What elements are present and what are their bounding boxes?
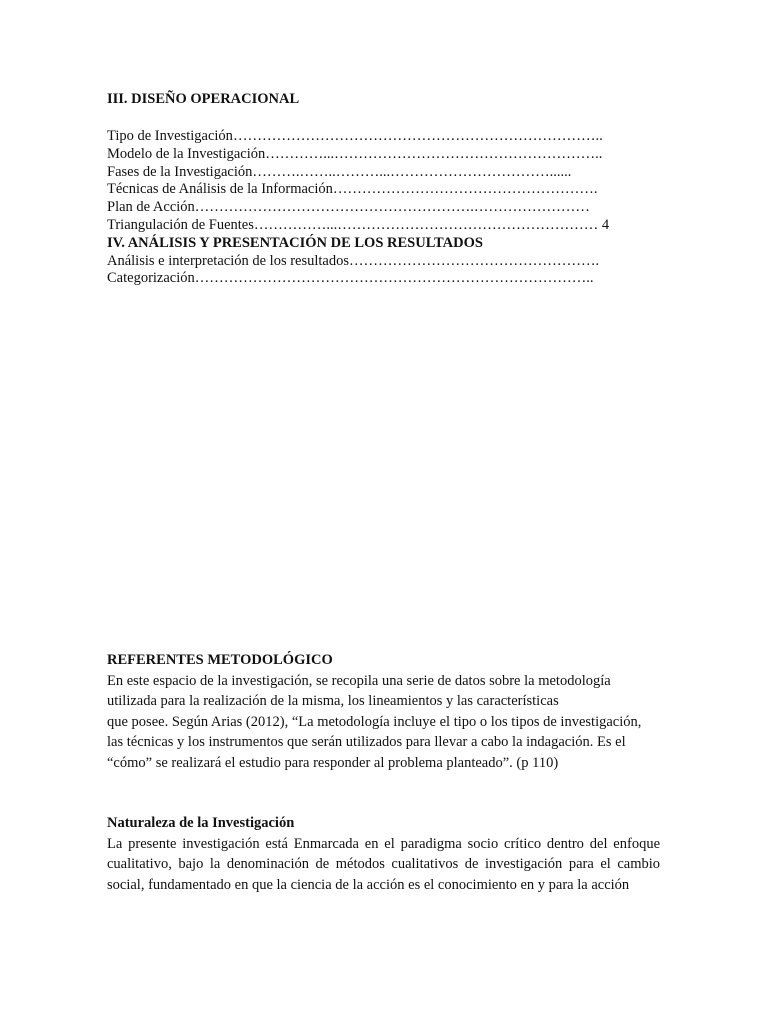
- naturaleza-section: [107, 813, 660, 895]
- referentes-paragraph-3: las técnicas y los instrumentos que serán utilizados para llevar a cabo la indagación. Es el “cómo” se realizará el estudio para responder al problema planteado”. (p 110): [107, 734, 626, 771]
- toc-entry-plan[interactable]: [107, 199, 667, 217]
- toc-leader-dots: …………………………………………….: [349, 252, 600, 269]
- toc-entry-label: Modelo de la Investigación: [107, 145, 266, 162]
- toc-leader-dots: …………………………………………………………………..: [232, 128, 603, 144]
- referentes-heading: REFERENTES METODOLÓGICO: [107, 652, 333, 668]
- section-4-heading: IV. ANÁLISIS Y PRESENTACIÓN DE LOS RESULTADOS: [107, 234, 483, 251]
- toc-entry-label: Análisis e interpretación de los resultados: [107, 252, 350, 269]
- toc-entry-label: Triangulación de Fuentes: [107, 216, 254, 233]
- toc-entry-triangulacion[interactable]: [107, 217, 667, 235]
- toc-entry-tecnicas[interactable]: [107, 181, 667, 199]
- toc-entry-analisis[interactable]: [107, 253, 667, 271]
- naturaleza-heading: Naturaleza de la Investigación: [107, 815, 295, 831]
- toc-leader-dots: …………...………………………………………………..: [265, 145, 603, 162]
- toc-page-number: 4: [601, 216, 610, 233]
- section-3-heading: III. DISEÑO OPERACIONAL: [107, 91, 300, 107]
- toc-entry-label: Categorización: [107, 270, 195, 287]
- toc-leader-dots: ……………...………………………………………………: [253, 216, 602, 233]
- referentes-paragraph-1: En este espacio de la investigación, se recopila una serie de datos sobre la metodología utilizada para la realización de la misma, los lineamientos y las características: [107, 672, 611, 709]
- toc-entry-label: Fases de la Investigación: [107, 163, 253, 180]
- toc-entry-label: Plan de Acción: [107, 199, 195, 216]
- toc-entry-categorizacion[interactable]: [107, 270, 667, 288]
- toc-leader-dots: ……….……..………...……………………………......: [252, 163, 572, 180]
- toc-entry-tipo[interactable]: [107, 128, 667, 146]
- toc-entry-fases[interactable]: [107, 164, 667, 182]
- referentes-section: [107, 650, 660, 773]
- toc-entry-label: Tipo de Investigación: [107, 128, 233, 144]
- naturaleza-paragraph: La presente investigación está Enmarcada en el paradigma socio crítico dentro del enfoque cualitativo, bajo la denominación de métodos cualitativos de investigación para el cambio social, fundamentado en que la ciencia de la acción es el conocimiento en y para la acción: [107, 835, 660, 893]
- toc-leader-dots: ………………………………………………….……………………: [194, 199, 590, 216]
- toc-leader-dots: ……………………………………………….: [332, 181, 598, 198]
- toc-entry-label: Técnicas de Análisis de la Información: [107, 181, 333, 198]
- referentes-paragraph-2: que posee. Según Arias (2012), “La metodología incluye el tipo o los tipos de investigación,: [107, 713, 642, 730]
- toc-entry-modelo[interactable]: [107, 146, 667, 164]
- toc-leader-dots: ………………………………………………………………………..: [194, 270, 594, 287]
- table-of-contents: [107, 128, 667, 288]
